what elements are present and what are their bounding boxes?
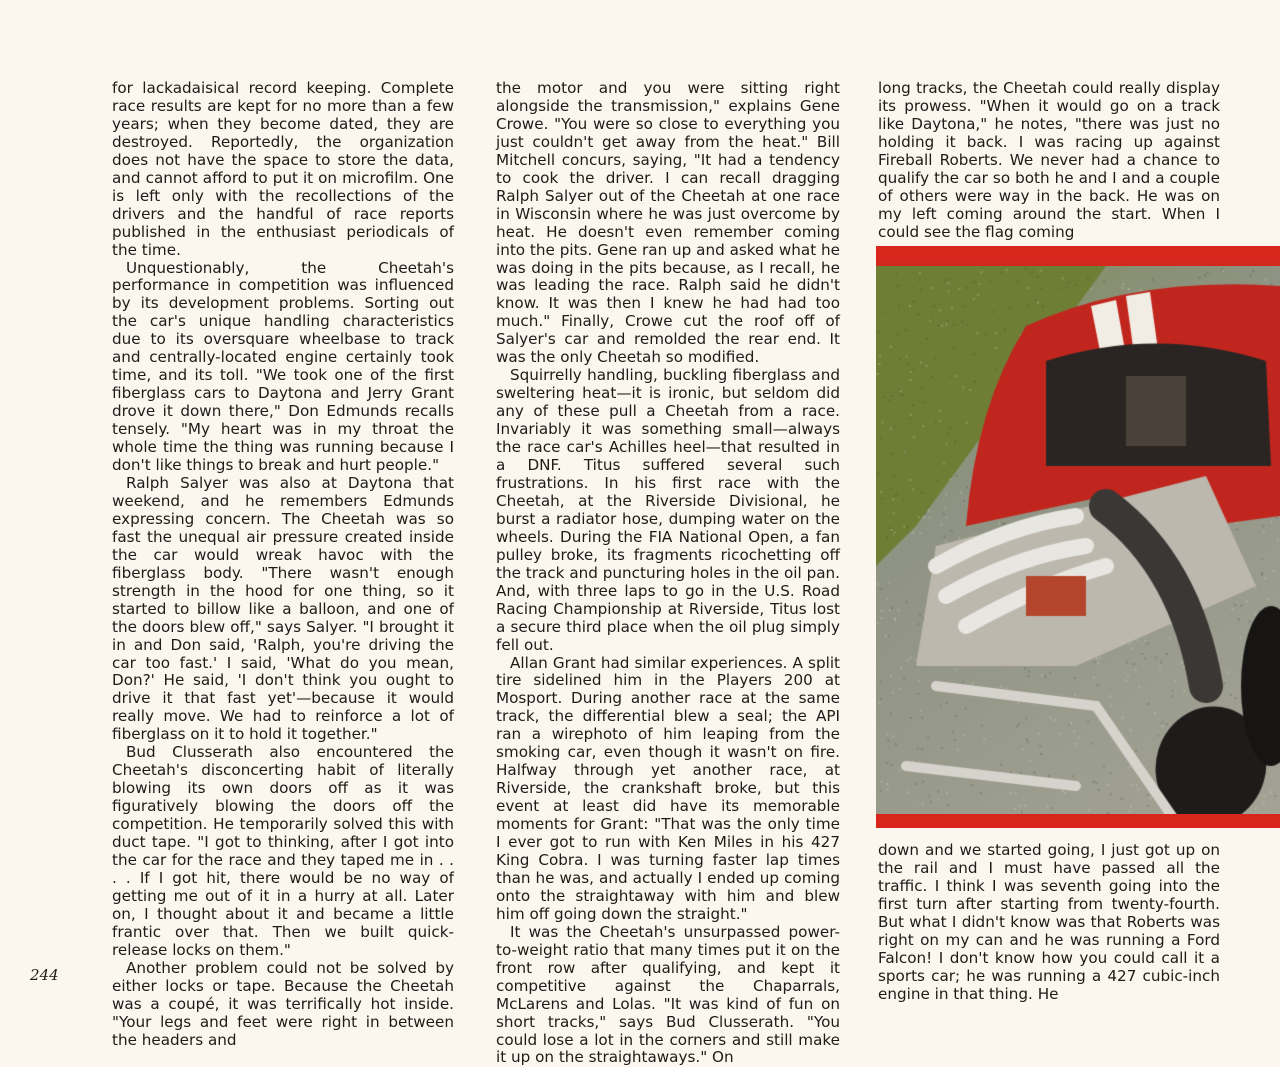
race-car-photo xyxy=(876,246,1280,828)
paragraph: Ralph Salyer was also at Daytona that weekend, and he remembers Edmunds expressing concern. The Cheetah was so fast the unequal air pressure created inside the car would wreak havoc with the fiberglass body. "There wasn't enough strength in the hood for one thing, so it started to billow like a balloon, and one of the doors blew off," says Salyer. "I brought it in and Don said, 'Ralph, you're driving the car too fast.' I said, 'What do you mean, Don?' He said, 'I don't think you ought to drive it that fast yet'—because it would really move. We had to reinforce a lot of fiberglass on it to hold it together." xyxy=(112,473,454,744)
text-column-1 xyxy=(112,80,454,1049)
photo-top-red-rule xyxy=(876,246,1280,260)
paragraph: Another problem could not be solved by either locks or tape. Because the Cheetah was a coupé, it was terrifically hot inside. "Your legs and feet were right in between the headers and xyxy=(112,958,454,1049)
text-column-3-bottom xyxy=(878,842,1220,1004)
page-number: 244 xyxy=(30,966,59,984)
paragraph: It was the Cheetah's unsurpassed power-to-weight ratio that many times put it on the front row after qualifying, and kept it competitive against the Chaparrals, McLarens and Lolas. "It was kind of fun on short tracks," says Bud Clusserath. "You could lose a lot in the corners and still make it up on the straightaways." On xyxy=(496,922,840,1067)
paragraph: long tracks, the Cheetah could really display its prowess. "When it would go on a track like Daytona," he notes, "there was just no holding it back. I was racing up against Fireball Roberts. We never had a chance to qualify the car so both he and I and a couple of others were way in the back. He was on my left coming around the start. When I could see the flag coming xyxy=(878,79,1220,241)
paragraph: Allan Grant had similar experiences. A split tire sidelined him in the Players 200 at Mosport. During another race at the same track, the differential blew a seal; the API ran a wirephoto of him leaping from the smoking car, even though it wasn't on fire. Halfway through yet another race, at Riverside, the crankshaft broke, but this event at least did have its memorable moments for Grant: "That was the only time I ever got to run with Ken Miles in his 427 King Cobra. I was turning faster lap times than he was, and actually I ended up coming onto the straightaway with him and blew him off going down the straight." xyxy=(496,653,840,923)
text-column-2 xyxy=(496,80,840,1067)
race-car-engine-image xyxy=(876,266,1280,822)
paragraph: Unquestionably, the Cheetah's performance in competition was influenced by its development problems. Sorting out the car's unique handling characteristics due to its oversquare wheelbase to track and centrally-located engine certainly took time, and its toll. "We took one of the first fiberglass cars to Daytona and Jerry Grant drove it down there," Don Edmunds recalls tensely. "My heart was in my throat the whole time the thing was running because I don't like things to break and hurt people." xyxy=(112,258,454,475)
paragraph: the motor and you were sitting right alongside the transmission," explains Gene Crowe. "You were so close to everything you just couldn't get away from the heat." Bill Mitchell concurs, saying, "It had a tendency to cook the driver. I can recall dragging Ralph Salyer out of the Cheetah at one race in Wisconsin where he was just overcome by heat. He doesn't even remember coming into the pits. Gene ran up and asked what he was doing in the pits because, as I recall, he was leading the race. Ralph said he didn't know. It was then I knew he had had too much." Finally, Crowe cut the roof off of Salyer's car and remolded the rear end. It was the only Cheetah so modified. xyxy=(496,79,840,367)
paragraph: Bud Clusserath also encountered the Cheetah's disconcerting habit of literally blowing its own doors off as it was figuratively blowing the doors off the competition. He temporarily solved this with duct tape. "I got to thinking, after I got into the car for the race and they taped me in . . . . If I got hit, there would be no way of getting me out of it in a hurry at all. Later on, I thought about it and became a little frantic over that. Then we built quick-release locks on them." xyxy=(112,743,454,959)
paragraph: down and we started going, I just got up on the rail and I must have passed all the traffic. I think I was seventh going into the first turn after starting from twenty-fourth. But what I didn't know was that Roberts was right on my can and he was running a Ford Falcon! I don't know how you could call it a sports car; he was running a 427 cubic-inch engine in that thing. He xyxy=(878,841,1220,1003)
paragraph: for lackadaisical record keeping. Complete race results are kept for no more than a few years; when they become dated, they are destroyed. Reportedly, the organization does not have the space to store the data, and cannot afford to put it on microfilm. One is left only with the recollections of the drivers and the handful of race reports published in the enthusiast periodicals of the time. xyxy=(112,79,454,259)
paragraph: Squirrelly handling, buckling fiberglass and sweltering heat—it is ironic, but seldom did any of these pull a Cheetah from a race. Invariably it was something small—always the race car's Achilles heel—that resulted in a DNF. Titus suffered several such frustrations. In his first race with the Cheetah, at the Riverside Divisional, he burst a radiator hose, dumping water on the wheels. During the FIA National Open, a fan pulley broke, its fragments ricochetting off the track and puncturing holes in the oil pan. And, with three laps to go in the U.S. Road Racing Championship at Riverside, Titus lost a secure third place when the oil plug simply fell out. xyxy=(496,366,840,654)
text-column-3-top xyxy=(878,80,1220,242)
photo-bottom-red-rule xyxy=(876,814,1280,828)
